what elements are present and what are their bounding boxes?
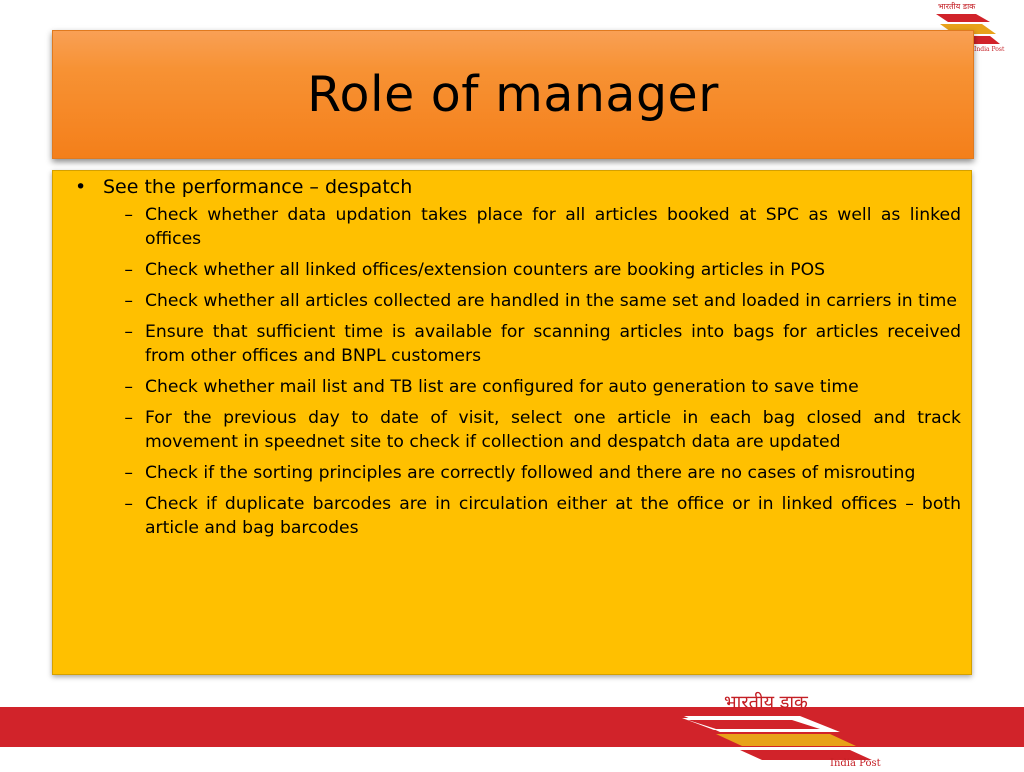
sub-item [71,258,961,282]
sub-item-text: Check whether mail list and TB list are configured for auto generation to save time [145,377,859,397]
dash-marker: – [124,463,133,483]
sub-item-text: Check whether all linked offices/extension counters are booking articles in POS [145,260,826,280]
logo-bottom-hindi: भारतीय डाक [724,692,808,713]
sub-item [71,203,961,251]
bullet-marker: • [75,176,87,198]
dash-marker: – [124,291,133,311]
dash-marker: – [124,322,133,342]
india-post-logo-bottom [680,686,900,768]
sub-item-list [71,203,961,540]
dash-marker: – [124,408,133,428]
sub-item-text: For the previous day to date of visit, select one article in each bag closed and track movement in speednet site to check if collection and despatch data are updated [145,408,961,452]
sub-item [71,461,961,485]
slide-title: Role of manager [307,66,719,123]
sub-item-text: Check whether data updation takes place for all articles booked at SPC as well as linked offices [145,205,961,249]
logo-top-caption: India Post [974,46,1005,53]
dash-marker: – [124,377,133,397]
sub-item [71,492,961,540]
content-box [52,170,972,675]
dash-marker: – [124,260,133,280]
logo-bottom-caption: India Post [830,758,881,768]
bullet-text: See the performance – despatch [103,176,413,198]
sub-item-text: Ensure that sufficient time is available for scanning articles into bags for articles received from other offices and BNPL customers [145,322,961,366]
title-box [52,30,974,159]
sub-item [71,320,961,368]
sub-item-text: Check if the sorting principles are correctly followed and there are no cases of misrouting [145,463,916,483]
dash-marker: – [124,205,133,225]
sub-item [71,406,961,454]
sub-item [71,289,961,313]
sub-item-text: Check if duplicate barcodes are in circulation either at the office or in linked offices – both article and bag barcodes [145,494,961,538]
dash-marker: – [124,494,133,514]
svg-text:भारतीय डाक: भारतीय डाक [938,2,976,11]
bullet-item [71,175,961,199]
sub-item [71,375,961,399]
sub-item-text: Check whether all articles collected are handled in the same set and loaded in carriers in time [145,291,957,311]
